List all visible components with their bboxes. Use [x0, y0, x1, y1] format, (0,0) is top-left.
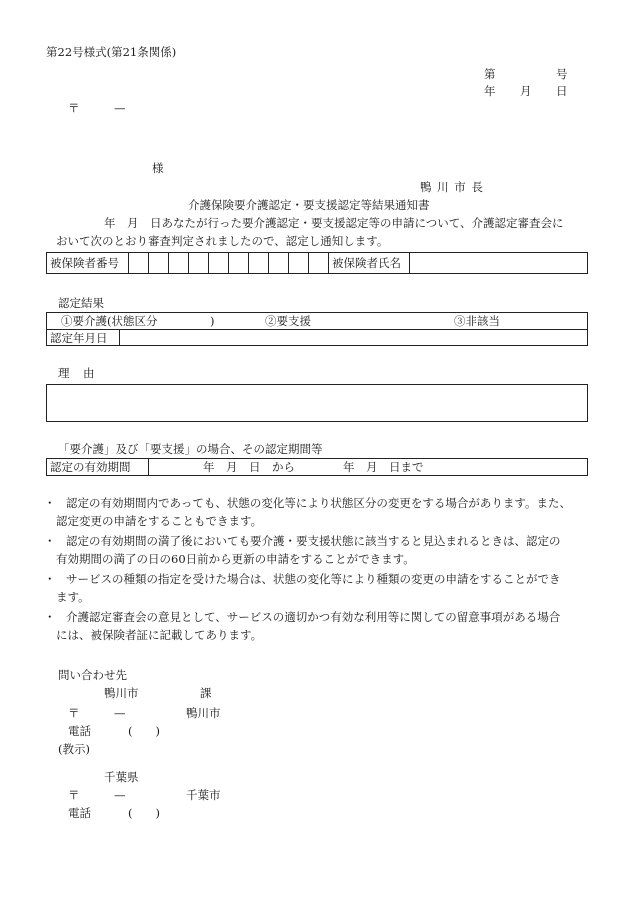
period-table — [46, 458, 588, 476]
contact-phone-label: 電話 — [68, 724, 91, 738]
intro-line-1: 年 月 日あなたが行った要介護認定・要支援認定等の申請について、介護認定審査会に — [104, 216, 564, 230]
form-number: 第22号様式(第21条関係) — [46, 45, 177, 59]
contact-postal-dash: — — [114, 706, 126, 720]
result-heading: 認定結果 — [58, 296, 104, 310]
period-from: 年 月 日 から — [203, 460, 295, 474]
note-bullet: ・ — [44, 534, 56, 548]
result-table — [46, 312, 588, 346]
recipient-sama: 様 — [152, 161, 164, 175]
note-3-line-1: サービスの種類の指定を受けた場合は、状態の変化等により種類の変更の申請をすることができ — [66, 572, 561, 586]
doc-number-suffix: 号 — [556, 67, 568, 81]
pref-name: 千葉県 — [104, 770, 139, 784]
result-option-support: ②要支援 — [265, 314, 311, 328]
insured-number-digit — [189, 253, 209, 273]
pref-phone-label: 電話 — [68, 806, 91, 820]
result-divider — [47, 329, 587, 330]
result-option-care: ①要介護(状態区分 — [61, 314, 158, 328]
note-bullet: ・ — [44, 496, 56, 510]
postal-dash: — — [114, 101, 126, 115]
insured-number-digit — [289, 253, 309, 273]
note-4-line-1: 介護認定審査会の意見として、サービスの適切かつ有効な利用等に関しての留意事項がある場合 — [66, 610, 561, 624]
insured-number-digit — [269, 253, 289, 273]
insured-number-digit — [309, 253, 329, 273]
insured-name-value — [410, 253, 587, 273]
result-option-care-close: ) — [210, 314, 215, 328]
period-heading: 「要介護」及び「要支援」の場合、その認定期間等 — [58, 442, 323, 456]
contact-city-address: 鴨川市 — [186, 706, 221, 720]
document-title: 介護保険要介護認定・要支援認定等結果通知書 — [188, 198, 430, 212]
issuer: 鴨 川 市 長 — [420, 180, 484, 194]
date-day: 日 — [556, 84, 568, 98]
instruction-label: (教示) — [58, 742, 90, 756]
contact-heading: 問い合わせ先 — [58, 668, 127, 682]
reason-box — [46, 384, 588, 422]
note-2-line-2: 有効期間の満了の日の60日前から更新の申請をすることができます。 — [56, 552, 415, 566]
doc-number-prefix: 第 — [484, 67, 496, 81]
pref-address: 千葉市 — [186, 788, 221, 802]
contact-city: 鴨川市 — [104, 686, 139, 700]
period-label: 認定の有効期間 — [47, 459, 149, 475]
contact-phone-paren: ( ) — [128, 724, 160, 738]
note-1-line-1: 認定の有効期間内であっても、状態の変化等により状態区分の変更をする場合があります。また、 — [66, 496, 571, 510]
date-year: 年 — [484, 84, 496, 98]
insured-number-digit — [129, 253, 149, 273]
date-month: 月 — [520, 84, 532, 98]
result-date-label: 認定年月日 — [50, 331, 108, 345]
insured-number-digit — [209, 253, 229, 273]
note-3-line-2: ます。 — [56, 590, 90, 604]
pref-phone-paren: ( ) — [128, 806, 160, 820]
insured-number-digit — [169, 253, 189, 273]
note-2-line-1: 認定の有効期間の満了後においても要介護・要支援状態に該当すると見込まれるときは、認定の — [66, 534, 561, 548]
result-option-none: ③非該当 — [454, 314, 500, 328]
insured-number-digit — [149, 253, 169, 273]
insured-table — [46, 252, 588, 274]
pref-postal-mark: 〒 — [68, 788, 80, 802]
postal-mark: 〒 — [68, 101, 80, 115]
reason-heading: 理 由 — [58, 366, 96, 380]
insured-number-digit — [249, 253, 269, 273]
note-1-line-2: 認定変更の申請をすることもできます。 — [56, 514, 263, 528]
intro-line-2: おいて次のとおり審査判定されましたので、認定し通知します。 — [56, 234, 389, 248]
insured-number-digit — [229, 253, 249, 273]
pref-postal-dash: — — [114, 788, 126, 802]
result-date-divider — [119, 329, 120, 346]
note-bullet: ・ — [44, 610, 56, 624]
period-to: 年 月 日まで — [343, 460, 424, 474]
contact-section: 課 — [200, 686, 212, 700]
period-value — [149, 459, 587, 475]
note-4-line-2: には、被保険者証に記載してあります。 — [56, 628, 263, 642]
note-bullet: ・ — [44, 572, 56, 586]
insured-name-label: 被保険者氏名 — [329, 253, 410, 273]
insured-number-label: 被保険者番号 — [47, 253, 129, 273]
contact-postal-mark: 〒 — [68, 706, 80, 720]
